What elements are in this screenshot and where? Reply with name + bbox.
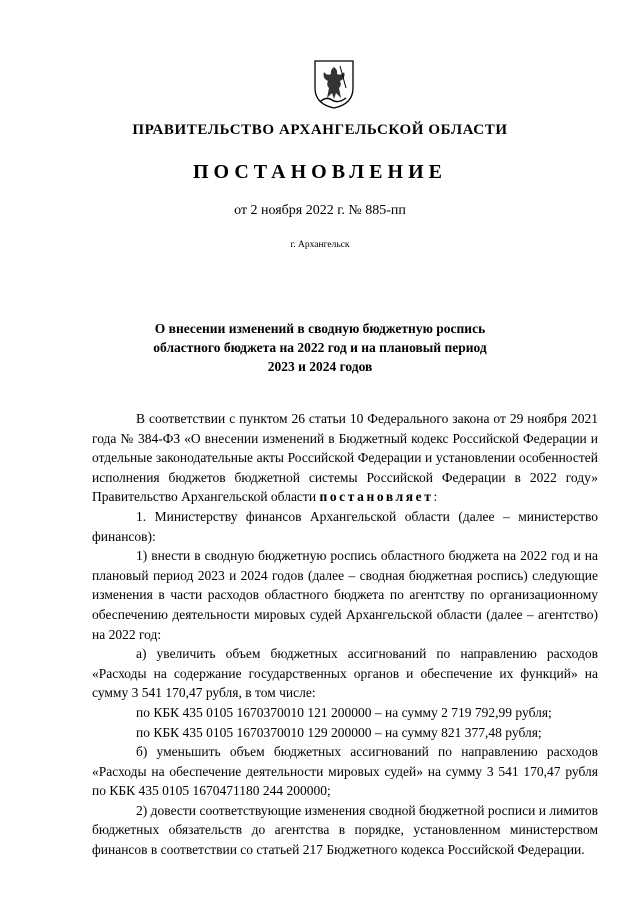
document-city: г. Архангельск: [290, 240, 350, 250]
title-line: 2023 и 2024 годов: [267, 359, 373, 374]
decree-colon: :: [433, 489, 438, 505]
title-line: областного бюджета на 2022 год и на плановый период: [153, 340, 487, 355]
document-title: [140, 319, 500, 376]
government-name: ПРАВИТЕЛЬСТВО АРХАНГЕЛЬСКОЙ ОБЛАСТИ: [132, 122, 508, 138]
decree-word: постановляет: [319, 489, 434, 505]
intro-paragraph: [92, 409, 598, 507]
intro-text: В соответствии с пунктом 26 статьи 10 Федерального закона от 29 ноября 2021 года № 384-ФЗ «О внесении изменений в Бюджетный кодекс Российской Федерации и отдельные законодательные акты Российской Федерации и установлении особенностей исполнения бюджетов бюджетной системы Российской Федерации в 2022 году» Правительство Архангельской области: [92, 411, 598, 505]
body-paragraph: 1) внести в сводную бюджетную роспись областного бюджета на 2022 год и на плановый период 2023 и 2024 годов (далее – сводная бюджетная роспись) следующие изменения в части расходов областного бюджета по агентству по организационному обеспечению деятельности мировых судей Архангельской области (далее – агентство) на 2022 год:: [92, 548, 598, 642]
body-paragraph: по КБК 435 0105 1670370010 129 200000 – на сумму 821 377,48 рубля;: [136, 724, 542, 740]
document-date-number: от 2 ноября 2022 г. № 885-пп: [234, 203, 406, 218]
body-paragraph: по КБК 435 0105 1670370010 121 200000 – на сумму 2 719 792,99 рубля;: [136, 704, 552, 720]
document-type: ПОСТАНОВЛЕНИЕ: [193, 161, 447, 183]
document-body: [92, 409, 598, 860]
arkhangelsk-coat-of-arms-icon: [312, 58, 356, 110]
body-paragraph: а) увеличить объем бюджетных ассигнований по направлению расходов «Расходы на содержание государственных органов и обеспечение их функций» на сумму 3 541 170,47 рубля, в том числе:: [92, 646, 598, 701]
body-paragraph: 1. Министерству финансов Архангельской области (далее – министерство финансов):: [92, 508, 598, 544]
title-line: О внесении изменений в сводную бюджетную роспись: [154, 321, 486, 336]
body-paragraph: б) уменьшить объем бюджетных ассигнований по направлению расходов «Расходы на обеспечение деятельности мировых судей» на сумму 3 541 170,47 рубля по КБК 435 0105 1670471180 244 200000;: [92, 744, 598, 799]
body-paragraph: 2) довести соответствующие изменения сводной бюджетной росписи и лимитов бюджетных обязательств до агентства в порядке, установленном министерством финансов в соответствии со статьей 217 Бюджетного кодекса Российской Федерации.: [92, 802, 598, 858]
